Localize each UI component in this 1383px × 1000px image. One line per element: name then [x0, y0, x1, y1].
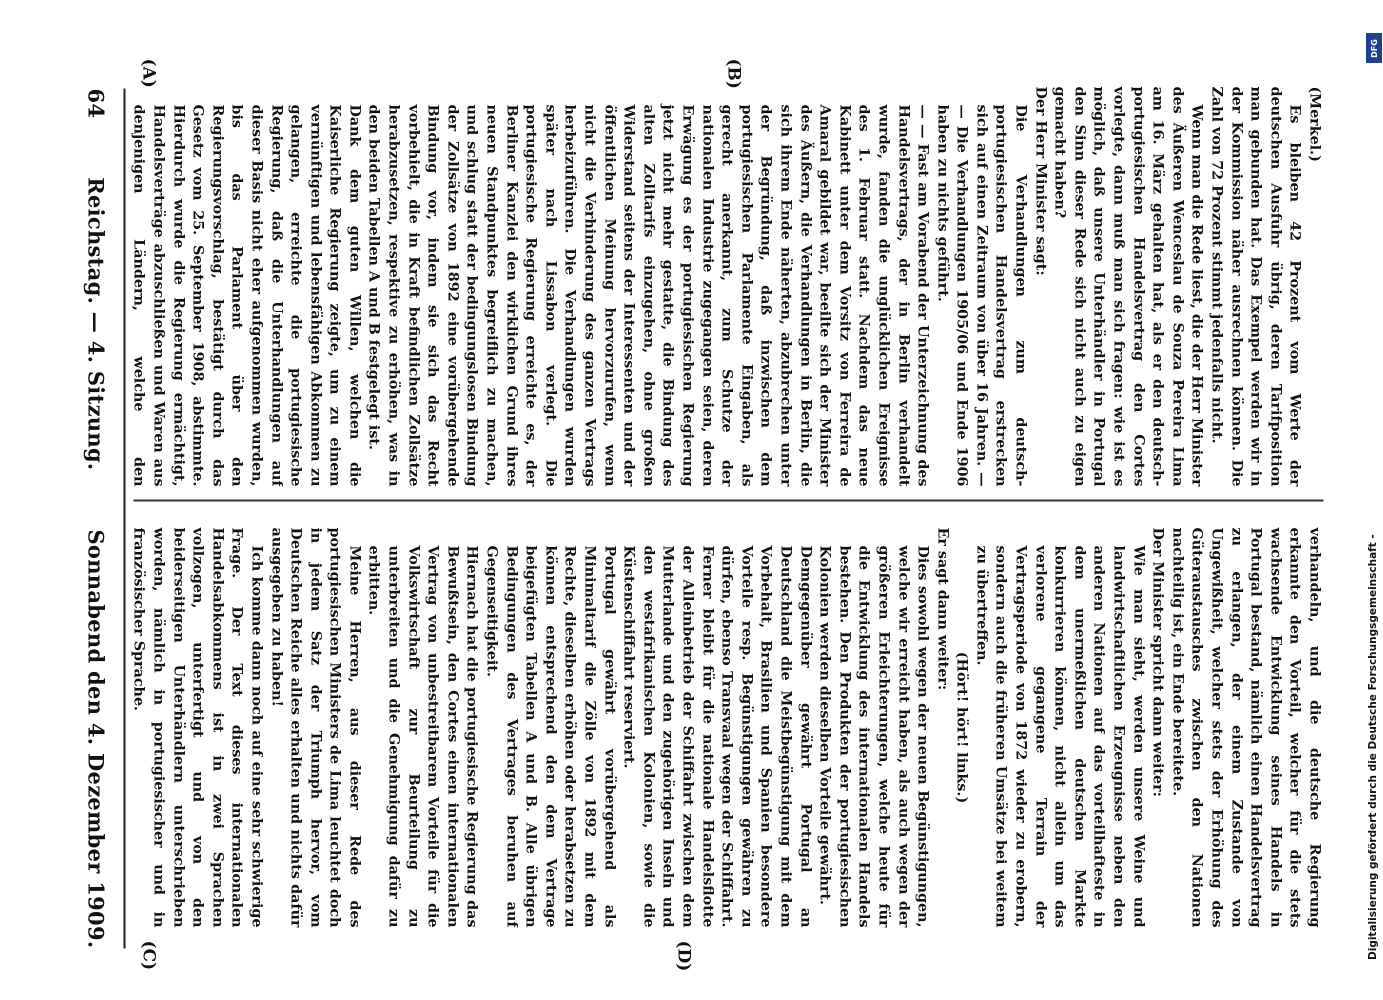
right-paragraph: Ich komme dann noch auf eine sehr schwierige Frage. Der Text dieses internationalen Handelsabkommens ist in zwei Sprachen vollzogen, unterfertigt und von den beiderseitigen Unterhändlern unterschrieben worden, nämlich in portugiesischer und in französischer Sprache. [130, 527, 264, 927]
column-rule [133, 499, 1323, 501]
header-rule [123, 88, 125, 948]
right-paragraph: verhandeln, und die deutsche Regierung erkannte den Vorteil, welcher für die stets wachsende Entwicklung seines Handels in Portugal bestand, nämlich einen Handelsvertrag zu erlangen, der einem Zustande von Ungewißheit, welcher stets der Erhöhung des Güteraustausches zwischen den Nationen nachteilig ist, ein Ende bereitete. [1168, 527, 1322, 927]
dfg-logo: DFG [1366, 33, 1382, 63]
right-paragraph: Portugal gewährt vorübergehend als Minimaltarif die Zölle von 1892 mit dem Rechte, dieselben erhöhen oder herabsetzen zu können entsprechend den dem Vertrage beigefügten Tabellen A und B. Alle übrigen Bedingungen des Vertrages beruhen auf Gegenseitigkeit. [483, 545, 617, 927]
credit-text: Digitalisierung gefördert durch die Deutsche Forschungsgemeinschaft - [1367, 534, 1379, 960]
right-paragraph: Der Minister spricht dann weiter: [1149, 527, 1166, 797]
margin-marker-d: (D) [673, 940, 693, 971]
right-paragraph: Hiernach hat die portugiesische Regierung das Bewußtsein, den Cortes einen internationalen Vertrag von unbestreitbarem Vorteile für die Volkswirtschaft zur Beurteilung zu unterbreiten und die Genehmigung dafür zu erbitten. [365, 545, 480, 927]
left-paragraph: Der Herr Minister sagt: [1031, 86, 1048, 276]
margin-marker-b: (B) [723, 58, 743, 89]
left-paragraph: — — Fast am Vorabend der Unterzeichnung des Handelsvertrags, der in Berlin verhandelt wurde, fanden die unglücklichen Ereignisse des 1. Februar statt. Nachdem das neue Kabinett unter dem Vorsitz von Ferreira de Amaral gebildet war, beeilte sich der Minister des Äußern, die Verhandlungen in Berlin, die sich ihrem Ende näherten, abzubrechen unter der Begründung, daß inzwischen dem portugiesischen Parlamente Eingaben, als gerecht anerkannt, zum Schutze der nationalen Industrie zugegangen seien, deren Erwägung es der portugiesischen Regierung jetzt nicht mehr gestatte, die Bindung des alten Zolltarifs einzugehen, ohne großen Widerstand seitens der Interessenten und der öffentlichen Meinung hervorzurufen, wenn nicht die Verhinderung des ganzen Vertrags herbeizuführen. Die Verhandlungen wurden später nach Lissabon verlegt. Die portugiesische Regierung erreichte es, der Berliner Kanzlei den wirklichen Grund ihres neuen Standpunktes begreiflich zu machen, und schlug statt der bedingungslosen Bindung der Zollsätze von 1892 eine vorübergehende Bindung vor, indem sie sich das Recht vorbehielt, die in Kraft befindlichen Zollsätze herabzusetzen, respektive zu erhöhen, was in den beiden Tabellen A und B festgelegt ist. [365, 104, 931, 486]
left-column [128, 86, 1323, 486]
left-paragraph: Es bleiben 42 Prozent vom Werte der deutschen Ausfuhr übrig, deren Tarifposition man gebunden hat. Das Exempel werden wir in der Kommission näher ausrechnen können. Die Zahl von 72 Prozent stimmt jedenfalls nicht. [1208, 86, 1303, 486]
digitization-credit [1367, 30, 1381, 960]
right-column [128, 527, 1323, 927]
left-paragraph: Dank dem guten Willen, welchen die Kaiserliche Regierung zeigte, um zu einem vernünftigen und lebensfähigen Abkommen zu gelangen, erreichte die portugiesische Regierung, daß die Unterhandlungen auf dieser Basis nicht eher aufgenommen wurden, bis das Parlament über den Regierungsvorschlag, bestätigt durch das Gesetz vom 25. September 1908, abstimmte. Hierdurch wurde die Regierung ermächtigt, Handelsverträge abzuschließen und Waren aus denjenigen Ländern, welche den [130, 104, 362, 486]
right-paragraph: Er sagt dann weiter: [933, 527, 950, 690]
right-paragraph: Meine Herren, aus dieser Rede des portugiesischen Ministers de Lima leuchtet doch in jedem Satz der Triumph hervor, vom Deutschen Reiche alles erhalten und nichts dafür ausgegeben zu haben! [267, 527, 362, 927]
left-paragraph: Wenn man die Rede liest, die der Herr Minister des Äußeren Wenceslau de Souza Pereira Lima am 16. März gehalten hat, als er den deutsch-portugiesischen Handelsvertrag den Cortes vorlegte, dann muß man sich fragen: wie ist es möglich, daß unsere Unterhändler in Portugal den Sinn dieser Rede sich nicht auch zu eigen gemacht haben? [1051, 86, 1205, 486]
right-paragraph: (Hört! hört! links.) [953, 651, 970, 803]
margin-marker-c: (C) [138, 940, 158, 970]
left-paragraph: (Merkel.) [1306, 86, 1322, 162]
right-paragraph: Demgegenüber gewährt Portugal an Deutschland die Meistbegünstigung mit dem Vorbehalt, Brasilien und Spanien besondere Vorteile resp. Begünstigungen gewähren zu dürfen, ebenso Transvaal wegen der Schiffahrt. Ferner bleibt für die nationale Handelsflotte der Alleinbetrieb der Schiffahrt zwischen dem Mutterlande und den zugehörigen Inseln und den westafrikanischen Kolonien, sowie die Küstenschiffahrt reserviert. [620, 545, 813, 927]
right-paragraph: Dies sowohl wegen der neuen Begünstigungen, welche wir erreicht haben, als auch wegen der größeren Erleichterungen, welche heute für die Entwicklung des internationalen Handels bestehen. Den Produkten der portugiesischen Kolonien werden dieselben Vorteile gewährt. [816, 545, 931, 927]
left-paragraph: Die Verhandlungen zum deutsch-portugiesischen Handelsvertrag erstrecken sich auf einen Zeitraum von über 16 Jahren. — — Die Verhandlungen 1905/06 und Ende 1906 haben zu nichts geführt. [933, 104, 1029, 486]
margin-marker-a: (A) [138, 58, 158, 88]
running-head-right: Sonnabend den 4. Dezember 1909. [83, 528, 109, 948]
running-head [79, 88, 113, 948]
page-number: 64 [83, 88, 109, 118]
running-head-left: Reichstag. — 4. Sitzung. [83, 176, 109, 471]
right-paragraph: Wie man sieht, werden unsere Weine und landwirtschaftlichen Erzeugnisse neben den anderen Nationen auf das vorteilhafteste in dem unermeßlichen deutschen Markte konkurrieren können, nicht allein um das verlorene gegangene Terrain der Vertragsperiode von 1872 wieder zu erobern, sondern auch die früheren Umsätze bei weitem zu übertreffen. [972, 545, 1146, 927]
